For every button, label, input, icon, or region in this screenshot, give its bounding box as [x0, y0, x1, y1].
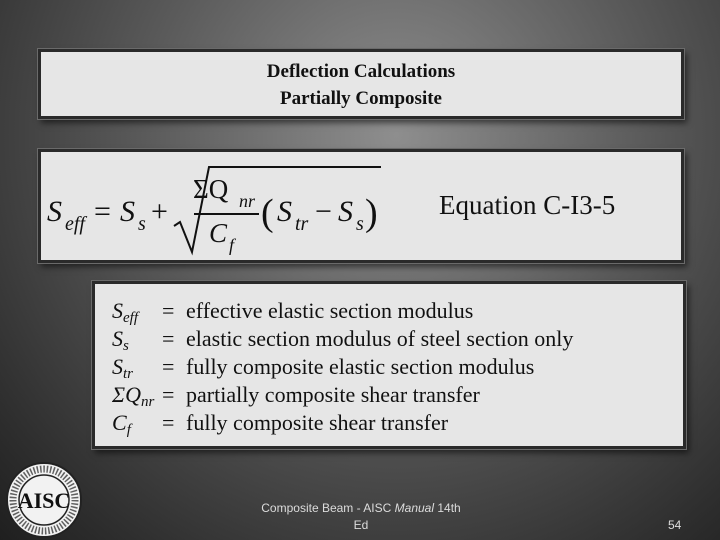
definition-row: $C_f$ = fully composite shear transfer [112, 409, 448, 437]
def-symbol: $S_s$ [112, 326, 129, 354]
eq-str-sub: tr [295, 213, 309, 235]
title-line-2: Partially Composite [279, 88, 442, 109]
slide-title [41, 52, 681, 112]
eq-lhs-sub: eff [65, 213, 85, 235]
definition-row: $S_s$ = elastic section modulus of steel section only [112, 325, 573, 353]
def-text: fully composite shear transfer [186, 410, 449, 435]
logo-text: AISC [17, 488, 71, 513]
def-text: effective elastic section modulus [186, 298, 474, 323]
eq-open-paren: ( [261, 192, 274, 234]
eq-cf-sub: f [229, 235, 235, 255]
def-text: elastic section modulus of steel section only [186, 326, 574, 351]
eq-ss-symbol: S [338, 195, 353, 228]
eq-ss-sub: s [356, 213, 364, 235]
eq-close-paren: ) [365, 192, 378, 234]
eq-q-sub: nr [239, 191, 256, 211]
slide-footer [250, 500, 472, 534]
footer-line-1: Composite Beam - AISC Manual 14th [261, 501, 461, 515]
def-symbol: $\Sigma Q_{nr}$ [112, 382, 155, 410]
eq-s-sub: s [138, 213, 146, 235]
eq-sigma-q: ΣQ [193, 174, 229, 204]
equation-label: Equation C-I3-5 [439, 190, 616, 220]
footer-line-2: Ed [353, 518, 369, 532]
eq-str-symbol: S [277, 195, 292, 228]
def-symbol: $S_{eff}$ [112, 298, 138, 326]
def-text: partially composite shear transfer [186, 382, 480, 407]
def-symbol: $S_{tr}$ [112, 354, 134, 382]
eq-minus: − [315, 195, 332, 228]
eq-lhs-symbol: S [47, 195, 62, 228]
def-symbol: $C_f$ [112, 410, 131, 438]
definition-row: $S_{eff}$ = effective elastic section modulus [112, 297, 473, 325]
title-line-1: Deflection Calculations [266, 61, 456, 82]
page-number: 54 [668, 518, 682, 532]
definition-row: $\Sigma Q_{nr}$ = partially composite shear transfer [112, 381, 480, 409]
definition-row: $S_{tr}$ = fully composite elastic section modulus [112, 353, 534, 381]
eq-cf-symbol: C [209, 218, 228, 248]
eq-plus: + [151, 195, 168, 228]
definitions-panel [92, 281, 686, 449]
equation-panel [38, 149, 684, 263]
aisc-logo [4, 460, 84, 540]
eq-equals: = [94, 195, 111, 228]
eq-s-symbol: S [120, 195, 135, 228]
title-panel [38, 49, 684, 119]
def-text: fully composite elastic section modulus [186, 354, 535, 379]
equation-formula [41, 152, 421, 260]
